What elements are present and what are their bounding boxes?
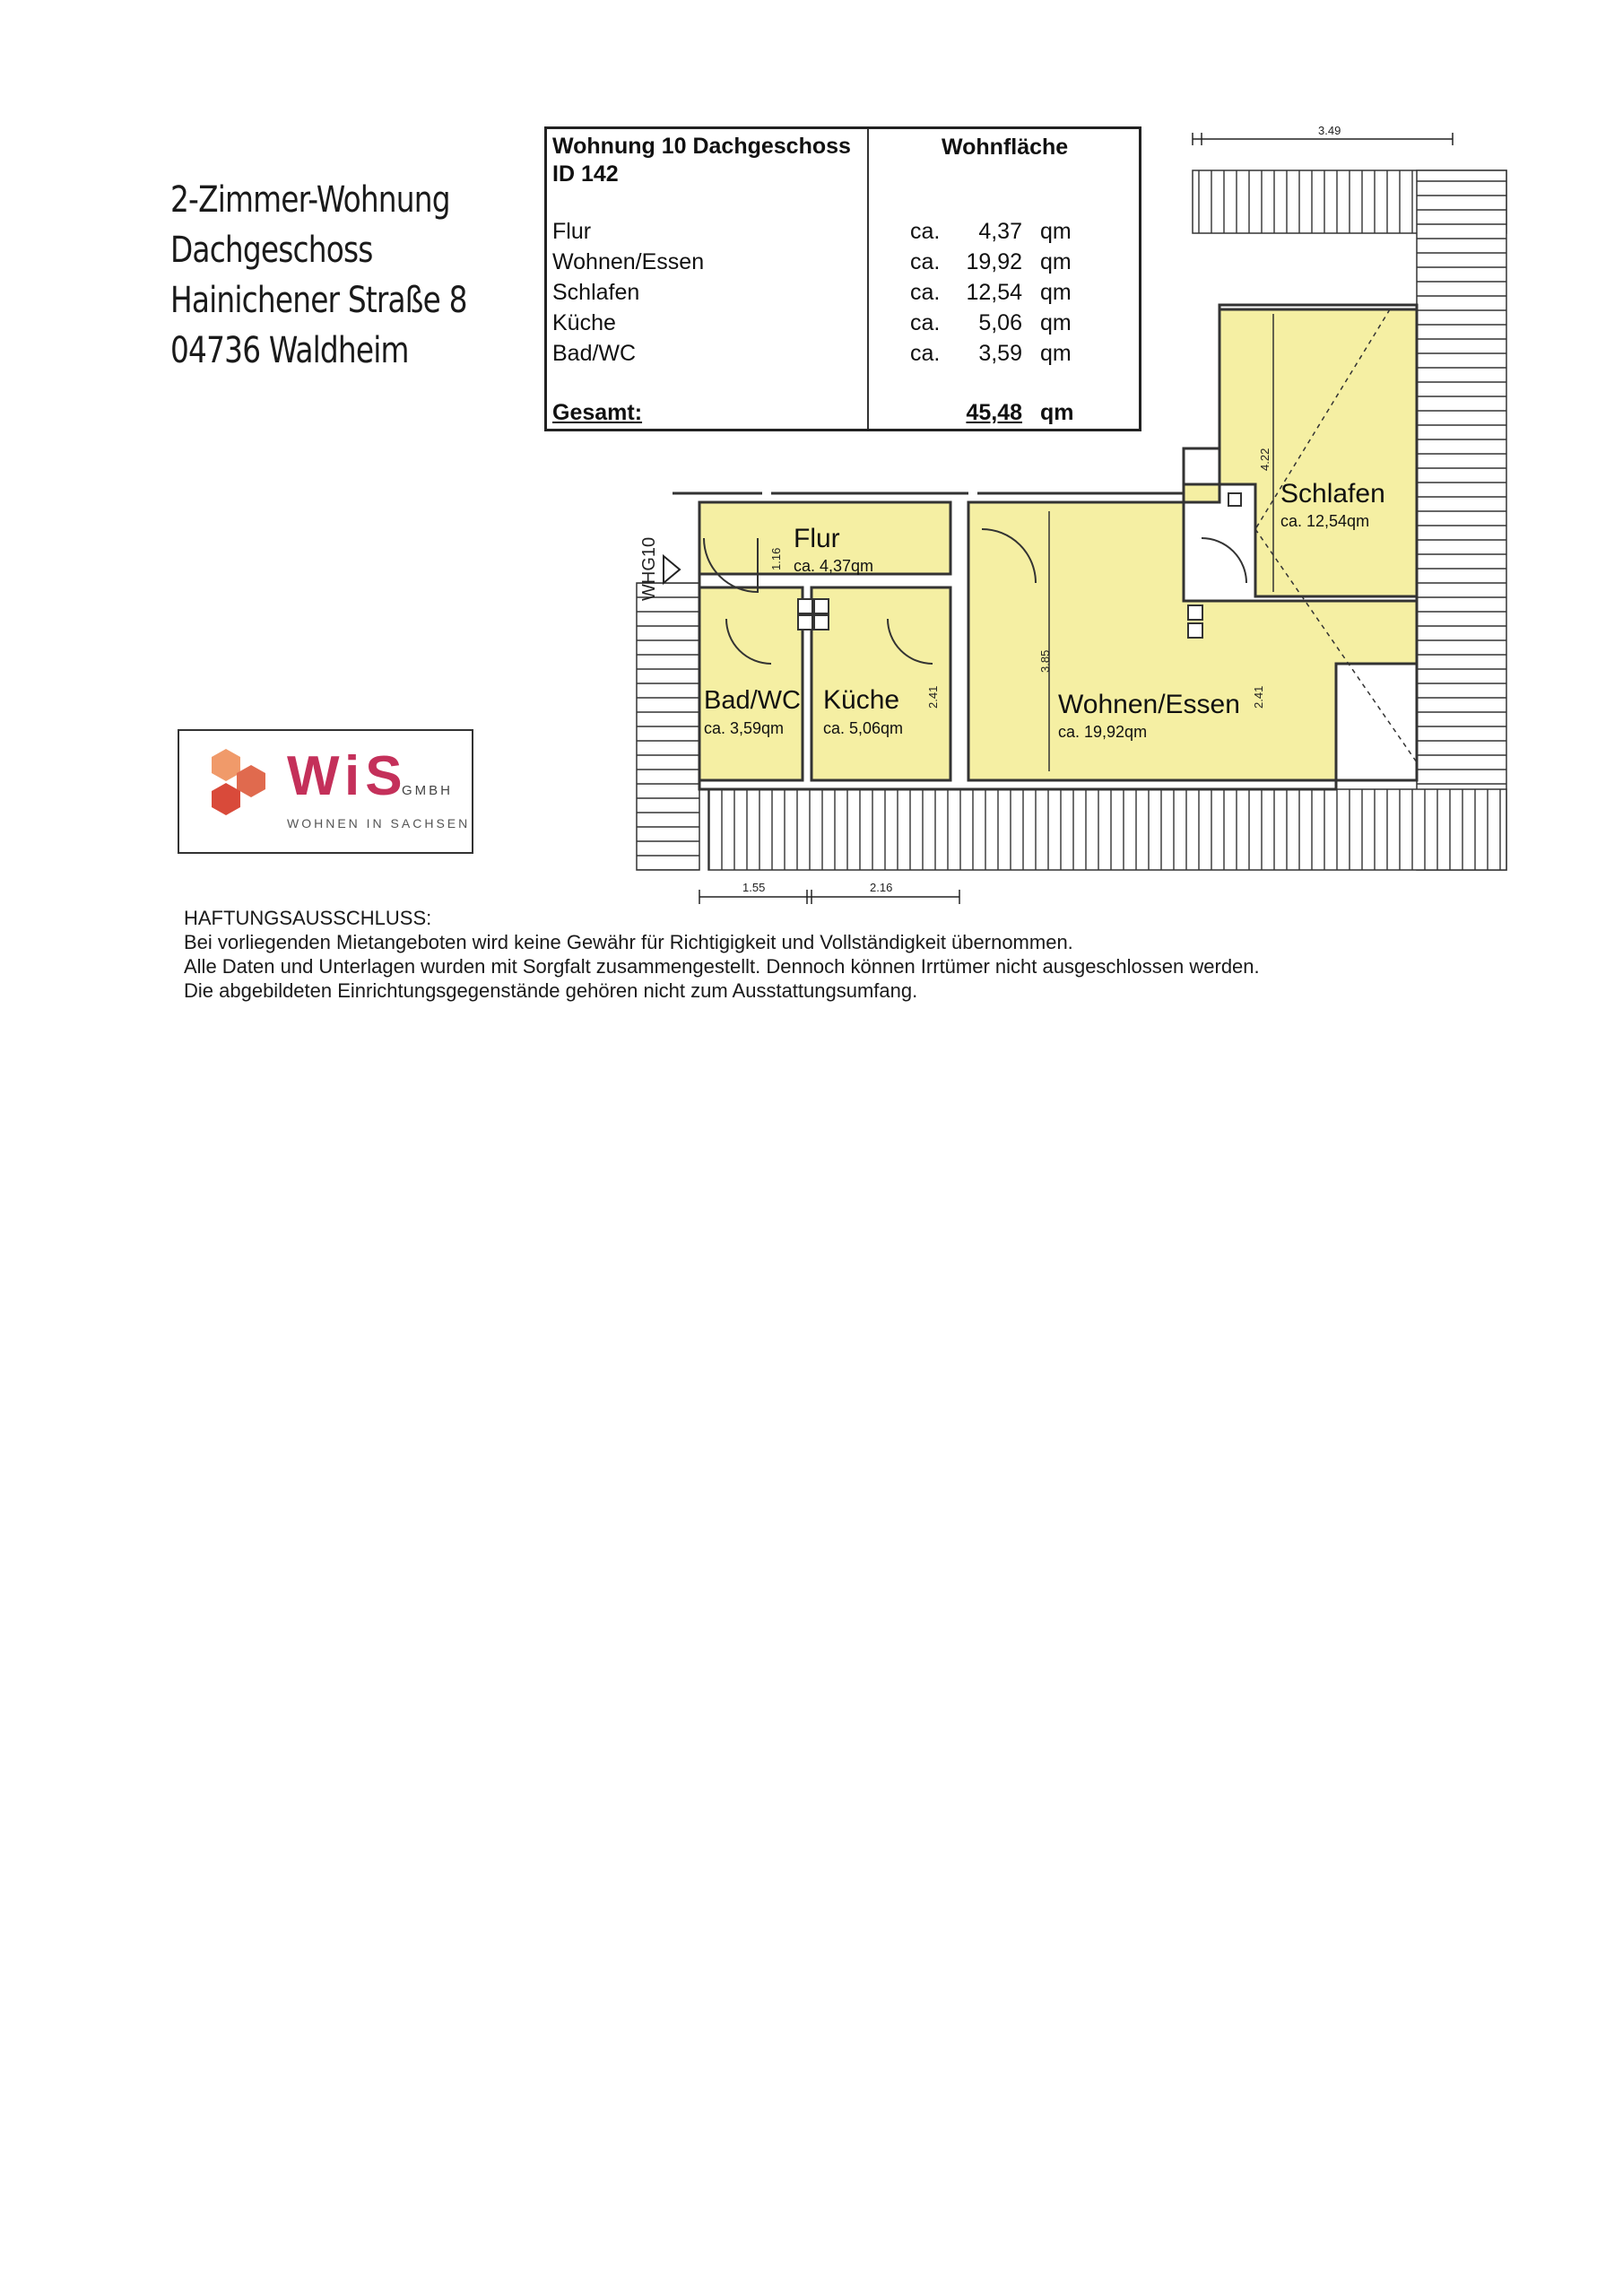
stair-hatch-left	[637, 583, 699, 870]
door-swing	[1202, 538, 1246, 583]
row-value: 3,59	[978, 341, 1022, 366]
room-kueche	[812, 587, 950, 780]
total-unit: qm	[1040, 400, 1074, 425]
dim-label: 4.22	[1258, 448, 1271, 471]
dim-label: 2.16	[870, 881, 893, 894]
unit-name: Wohnung 10 Dachgeschoss	[552, 134, 851, 159]
row-prefix: ca.	[910, 280, 941, 305]
roof-hatch-right	[1417, 170, 1506, 870]
row-prefix: ca.	[910, 341, 941, 366]
row-label: Wohnen/Essen	[552, 249, 705, 274]
room-area-schlafen: ca. 12,54qm	[1280, 512, 1370, 530]
floor-plan	[628, 117, 1524, 906]
room-schlafen	[1184, 309, 1417, 596]
unit-id: ID 142	[552, 161, 619, 187]
room-label-schlafen: Schlafen	[1280, 479, 1385, 509]
row-label: Schlafen	[552, 280, 640, 305]
row-unit: qm	[1040, 341, 1072, 366]
row-label: Flur	[552, 219, 592, 244]
roof-hatch-bottom	[708, 789, 1506, 870]
room-label-kueche: Küche	[823, 685, 900, 715]
dim-label: 2.41	[926, 685, 940, 709]
room-area-kueche: ca. 5,06qm	[823, 719, 904, 737]
room-area-flur: ca. 4,37qm	[794, 557, 874, 575]
title-line-street: Hainichener Straße 8	[170, 280, 467, 321]
disclaimer-line: Bei vorliegenden Mietangeboten wird keine Gewähr für Richtigigkeit und Vollständigkeit übernommen.	[184, 931, 1073, 953]
logo-wordmark: WiS	[287, 745, 408, 807]
room-label-wohnen: Wohnen/Essen	[1058, 690, 1240, 719]
row-unit: qm	[1040, 310, 1072, 335]
row-prefix: ca.	[910, 219, 941, 244]
dimension-bottom	[699, 881, 959, 904]
room-area-bad: ca. 3,59qm	[704, 719, 785, 737]
disclaimer-line: Alle Daten und Unterlagen wurden mit Sorgfalt zusammengestellt. Dennoch können Irrtümer nicht ausgeschlossen werden.	[184, 955, 1260, 978]
unit-marker-label: WHG10	[639, 536, 659, 601]
dim-label: 3.49	[1318, 124, 1341, 137]
title-line-city: 04736 Waldheim	[170, 330, 409, 371]
dimension-top	[1193, 124, 1453, 145]
row-value: 4,37	[978, 219, 1022, 244]
table-header-area: Wohnfläche	[942, 135, 1069, 160]
row-unit: qm	[1040, 249, 1072, 274]
title-line-type: 2-Zimmer-Wohnung	[170, 179, 450, 221]
disclaimer	[184, 906, 1439, 1003]
row-value: 19,92	[966, 249, 1022, 274]
room-bad	[699, 587, 803, 780]
row-prefix: ca.	[910, 249, 941, 274]
dim-label: 2.41	[1252, 685, 1265, 709]
company-logo-box	[178, 729, 473, 854]
logo-tagline: WOHNEN IN SACHSEN	[287, 816, 471, 831]
title-line-floor: Dachgeschoss	[170, 230, 373, 271]
row-unit: qm	[1040, 219, 1072, 244]
row-unit: qm	[1040, 280, 1072, 305]
row-label: Bad/WC	[552, 341, 637, 366]
room-label-flur: Flur	[794, 524, 840, 553]
row-label: Küche	[552, 310, 616, 335]
total-label: Gesamt:	[552, 400, 643, 425]
hexagon-logo-icon	[199, 747, 289, 837]
row-value: 5,06	[978, 310, 1022, 335]
dim-label: 3.85	[1038, 649, 1052, 673]
room-label-bad: Bad/WC	[704, 686, 801, 715]
dim-label: 1.55	[742, 881, 766, 894]
row-value: 12,54	[966, 280, 1022, 305]
disclaimer-heading: HAFTUNGSAUSSCHLUSS:	[184, 907, 432, 929]
disclaimer-line: Die abgebildeten Einrichtungsgegenstände gehören nicht zum Ausstattungsumfang.	[184, 979, 918, 1002]
logo-gmbh: GMBH	[402, 783, 453, 798]
total-value: 45,48	[966, 400, 1022, 425]
dim-label: 1.16	[769, 547, 783, 570]
room-area-wohnen: ca. 19,92qm	[1058, 723, 1148, 741]
row-prefix: ca.	[910, 310, 941, 335]
listing-title	[170, 175, 547, 376]
